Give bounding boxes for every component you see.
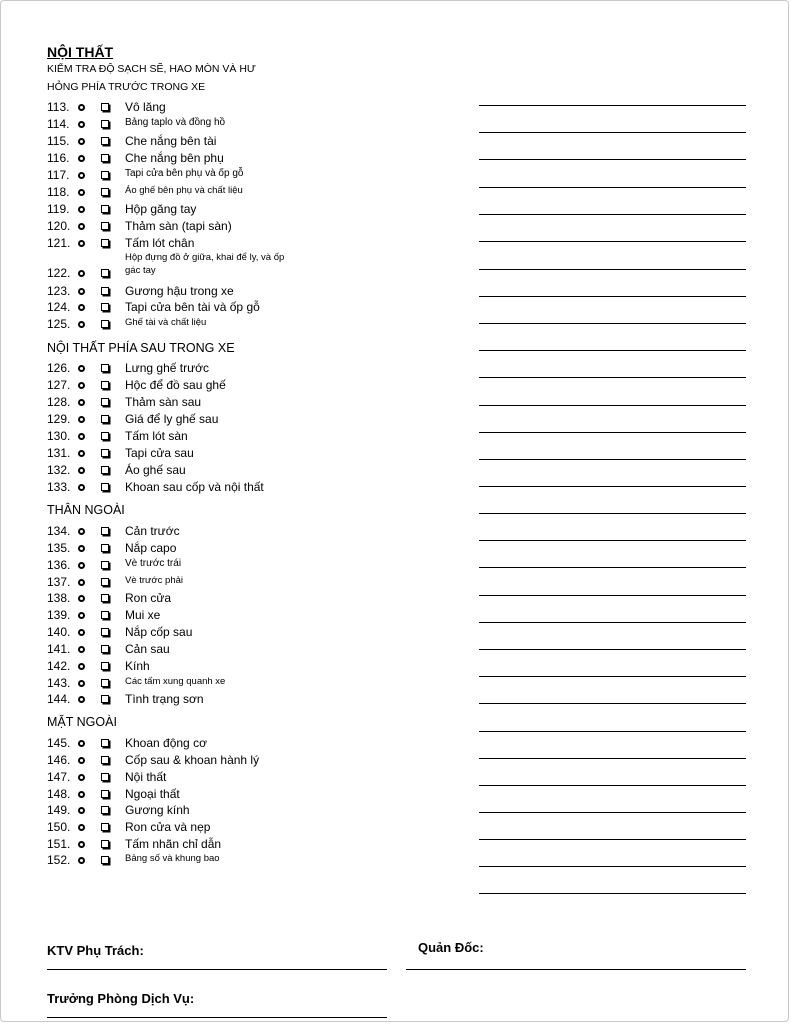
item-label: Tapi cửa bên phụ và ốp gỗ — [125, 168, 244, 179]
checkbox[interactable] — [101, 483, 109, 491]
checkbox[interactable] — [101, 287, 109, 295]
answer-line[interactable] — [479, 350, 746, 351]
item-label: Ngoại thất — [125, 787, 180, 801]
answer-line[interactable] — [479, 187, 746, 188]
answer-line[interactable] — [479, 323, 746, 324]
answer-line[interactable] — [479, 839, 746, 840]
radio-button[interactable] — [78, 382, 85, 389]
radio-button[interactable] — [78, 399, 85, 406]
answer-line[interactable] — [479, 567, 746, 568]
checkbox[interactable] — [101, 790, 109, 798]
checkbox[interactable] — [101, 611, 109, 619]
page-title: NỘI THẤT — [47, 44, 114, 60]
answer-line[interactable] — [479, 269, 746, 270]
item-label: Vô lăng — [125, 100, 166, 114]
answer-line[interactable] — [479, 377, 746, 378]
checkbox[interactable] — [101, 561, 109, 569]
checkbox[interactable] — [101, 269, 109, 277]
item-label: Mui xe — [125, 608, 161, 622]
checkbox[interactable] — [101, 628, 109, 636]
section-title: MẶT NGOÀI — [47, 715, 117, 729]
radio-button[interactable] — [78, 680, 85, 687]
radio-button[interactable] — [78, 450, 85, 457]
item-label: Nắp cốp sau — [125, 625, 193, 639]
answer-line[interactable] — [479, 432, 746, 433]
item-label: Áo ghế sau — [125, 463, 186, 477]
checkbox[interactable] — [101, 594, 109, 602]
item-label: Bảng taplo và đồng hồ — [125, 117, 226, 128]
radio-button[interactable] — [78, 104, 85, 111]
checkbox[interactable] — [101, 415, 109, 423]
item-number: 138. — [47, 591, 71, 605]
checkbox[interactable] — [101, 578, 109, 586]
answer-line[interactable] — [479, 785, 746, 786]
radio-button[interactable] — [78, 416, 85, 423]
item-number: 117. — [47, 168, 70, 182]
item-label: Các tấm xung quanh xe — [125, 676, 226, 687]
item-number: 115. — [47, 134, 70, 148]
answer-line[interactable] — [479, 296, 746, 297]
checkbox[interactable] — [101, 303, 109, 311]
radio-button[interactable] — [78, 663, 85, 670]
checkbox[interactable] — [101, 320, 109, 328]
radio-button[interactable] — [78, 595, 85, 602]
item-number: 120. — [47, 219, 71, 233]
answer-line[interactable] — [479, 214, 746, 215]
item-number: 121. — [47, 236, 71, 250]
checkbox[interactable] — [101, 381, 109, 389]
section-title: NỘI THẤT PHÍA SAU TRONG XE — [47, 341, 235, 355]
checkbox[interactable] — [101, 662, 109, 670]
item-number: 127. — [47, 378, 71, 392]
item-label: Lưng ghế trước — [125, 361, 209, 375]
item-number: 125. — [47, 317, 71, 331]
item-number: 131. — [47, 446, 71, 460]
answer-line[interactable] — [479, 731, 746, 732]
item-number: 135. — [47, 541, 71, 555]
item-number: 116. — [47, 151, 70, 165]
checkbox[interactable] — [101, 205, 109, 213]
checkbox[interactable] — [101, 679, 109, 687]
item-label: Kính — [125, 659, 150, 673]
answer-line[interactable] — [479, 540, 746, 541]
answer-line[interactable] — [479, 513, 746, 514]
answer-line[interactable] — [479, 893, 746, 894]
item-number: 122. — [47, 266, 71, 280]
answer-line[interactable] — [479, 105, 746, 106]
item-label: Ghế tài và chất liệu — [125, 317, 207, 328]
answer-line[interactable] — [479, 595, 746, 596]
item-label: Gương kính — [125, 803, 190, 817]
radio-button[interactable] — [78, 433, 85, 440]
item-label: Ron cửa và nẹp — [125, 820, 211, 834]
item-number: 149. — [47, 803, 71, 817]
checkbox[interactable] — [101, 806, 109, 814]
answer-line[interactable] — [479, 758, 746, 759]
item-number: 151. — [47, 837, 71, 851]
item-number: 141. — [47, 642, 71, 656]
checkbox[interactable] — [101, 773, 109, 781]
radio-button[interactable] — [78, 612, 85, 619]
item-label: Che nắng bên tài — [125, 134, 217, 148]
radio-button[interactable] — [78, 365, 85, 372]
checkbox[interactable] — [101, 188, 109, 196]
checkbox[interactable] — [101, 120, 109, 128]
item-label: Cản trước — [125, 524, 180, 538]
item-number: 150. — [47, 820, 71, 834]
answer-line[interactable] — [479, 132, 746, 133]
radio-button[interactable] — [78, 121, 85, 128]
item-label: Tấm lót sàn — [125, 429, 188, 443]
item-label: Khoan sau cốp và nội thất — [125, 480, 264, 494]
answer-line[interactable] — [479, 459, 746, 460]
foreman-signature-line[interactable] — [406, 969, 746, 970]
radio-button[interactable] — [78, 288, 85, 295]
item-number: 129. — [47, 412, 71, 426]
answer-line[interactable] — [479, 486, 746, 487]
radio-button[interactable] — [78, 189, 85, 196]
item-number: 118. — [47, 185, 70, 199]
item-label: Thảm sàn sau — [125, 395, 202, 409]
item-number: 114. — [47, 117, 70, 131]
radio-button[interactable] — [78, 484, 85, 491]
item-number: 144. — [47, 692, 71, 706]
item-number: 143. — [47, 676, 71, 690]
item-number: 134. — [47, 524, 71, 538]
radio-button[interactable] — [78, 562, 85, 569]
answer-line[interactable] — [479, 812, 746, 813]
radio-button[interactable] — [78, 807, 85, 814]
item-number: 119. — [47, 202, 70, 216]
checkbox[interactable] — [101, 432, 109, 440]
answer-line[interactable] — [479, 159, 746, 160]
radio-button[interactable] — [78, 467, 85, 474]
item-number: 145. — [47, 736, 71, 750]
checkbox[interactable] — [101, 137, 109, 145]
item-label: Tình trạng sơn — [125, 692, 204, 706]
item-number: 148. — [47, 787, 71, 801]
checkbox[interactable] — [101, 756, 109, 764]
item-number: 142. — [47, 659, 71, 673]
radio-button[interactable] — [78, 824, 85, 831]
item-number: 152. — [47, 853, 71, 867]
checkbox[interactable] — [101, 364, 109, 372]
checkbox[interactable] — [101, 527, 109, 535]
checkbox[interactable] — [101, 466, 109, 474]
checkbox[interactable] — [101, 739, 109, 747]
subtitle-line: HỎNG PHÍA TRƯỚC TRONG XE — [47, 81, 206, 93]
radio-button[interactable] — [78, 791, 85, 798]
radio-button[interactable] — [78, 740, 85, 747]
radio-button[interactable] — [78, 172, 85, 179]
item-label: Tấm lót chân — [125, 236, 195, 250]
item-label: Cốp sau & khoan hành lý — [125, 753, 260, 767]
radio-button[interactable] — [78, 528, 85, 535]
item-number: 132. — [47, 463, 71, 477]
item-number: 133. — [47, 480, 71, 494]
radio-button[interactable] — [78, 774, 85, 781]
item-label: Che nắng bên phụ — [125, 151, 224, 165]
radio-button[interactable] — [78, 321, 85, 328]
checkbox[interactable] — [101, 544, 109, 552]
radio-button[interactable] — [78, 270, 85, 277]
subtitle-line: KIỂM TRA ĐỘ SẠCH SẼ, HAO MÒN VÀ HƯ — [47, 63, 256, 75]
item-number: 146. — [47, 753, 71, 767]
checkbox[interactable] — [101, 239, 109, 247]
checkbox[interactable] — [101, 840, 109, 848]
item-number: 123. — [47, 284, 71, 298]
radio-button[interactable] — [78, 857, 85, 864]
checkbox[interactable] — [101, 823, 109, 831]
checkbox[interactable] — [101, 856, 109, 864]
radio-button[interactable] — [78, 240, 85, 247]
radio-button[interactable] — [78, 841, 85, 848]
item-label: Thảm sàn (tapi sàn) — [125, 219, 232, 233]
item-number: 113. — [47, 100, 70, 114]
answer-line[interactable] — [479, 405, 746, 406]
service-manager-signature-line[interactable] — [47, 1017, 387, 1018]
item-number: 124. — [47, 300, 71, 314]
checkbox[interactable] — [101, 154, 109, 162]
radio-button[interactable] — [78, 757, 85, 764]
item-label: Cản sau — [125, 642, 170, 656]
checkbox[interactable] — [101, 645, 109, 653]
item-label: Tấm nhãn chỉ dẫn — [125, 837, 222, 851]
checkbox[interactable] — [101, 103, 109, 111]
checkbox[interactable] — [101, 398, 109, 406]
answer-line[interactable] — [479, 649, 746, 650]
technician-signature-line[interactable] — [47, 969, 387, 970]
item-label: Ron cửa — [125, 591, 172, 605]
item-label: Hộp găng tay — [125, 202, 197, 216]
item-label: Giá để ly ghế sau — [125, 412, 219, 426]
radio-button[interactable] — [78, 646, 85, 653]
item-label: Hộc để đồ sau ghế — [125, 378, 226, 392]
answer-line[interactable] — [479, 676, 746, 677]
item-label: Tapi cửa sau — [125, 446, 194, 460]
item-number: 128. — [47, 395, 71, 409]
item-number: 140. — [47, 625, 71, 639]
checkbox[interactable] — [101, 449, 109, 457]
item-label: Bảng số và khung bao — [125, 853, 220, 864]
answer-line[interactable] — [479, 703, 746, 704]
item-label: Khoan động cơ — [125, 736, 207, 750]
section-title: THÂN NGOÀI — [47, 503, 125, 517]
radio-button[interactable] — [78, 629, 85, 636]
item-label: Vè trước trái — [125, 558, 182, 569]
item-label: Hộp đựng đồ ở giữa, khai để ly, và ốp gác tay — [125, 252, 285, 276]
checkbox[interactable] — [101, 222, 109, 230]
radio-button[interactable] — [78, 138, 85, 145]
radio-button[interactable] — [78, 155, 85, 162]
item-number: 137. — [47, 575, 71, 589]
item-number: 136. — [47, 558, 71, 572]
foreman-label: Quản Đốc: — [418, 940, 484, 955]
item-label: Nội thất — [125, 770, 167, 784]
answer-line[interactable] — [479, 241, 746, 242]
answer-line[interactable] — [479, 866, 746, 867]
item-label: Tapi cửa bên tài và ốp gỗ — [125, 300, 260, 314]
service-manager-label: Trưởng Phòng Dịch Vụ: — [47, 991, 195, 1006]
item-number: 130. — [47, 429, 71, 443]
checkbox[interactable] — [101, 695, 109, 703]
item-number: 139. — [47, 608, 71, 622]
item-label: Áo ghế bên phụ và chất liệu — [125, 185, 243, 196]
item-number: 126. — [47, 361, 71, 375]
radio-button[interactable] — [78, 304, 85, 311]
radio-button[interactable] — [78, 696, 85, 703]
item-label: Nắp capo — [125, 541, 177, 555]
technician-label: KTV Phụ Trách: — [47, 943, 144, 958]
radio-button[interactable] — [78, 206, 85, 213]
item-label: Vè trước phải — [125, 575, 184, 586]
item-number: 147. — [47, 770, 71, 784]
item-label: Gương hậu trong xe — [125, 284, 234, 298]
answer-line[interactable] — [479, 622, 746, 623]
radio-button[interactable] — [78, 579, 85, 586]
radio-button[interactable] — [78, 545, 85, 552]
checkbox[interactable] — [101, 171, 109, 179]
radio-button[interactable] — [78, 223, 85, 230]
